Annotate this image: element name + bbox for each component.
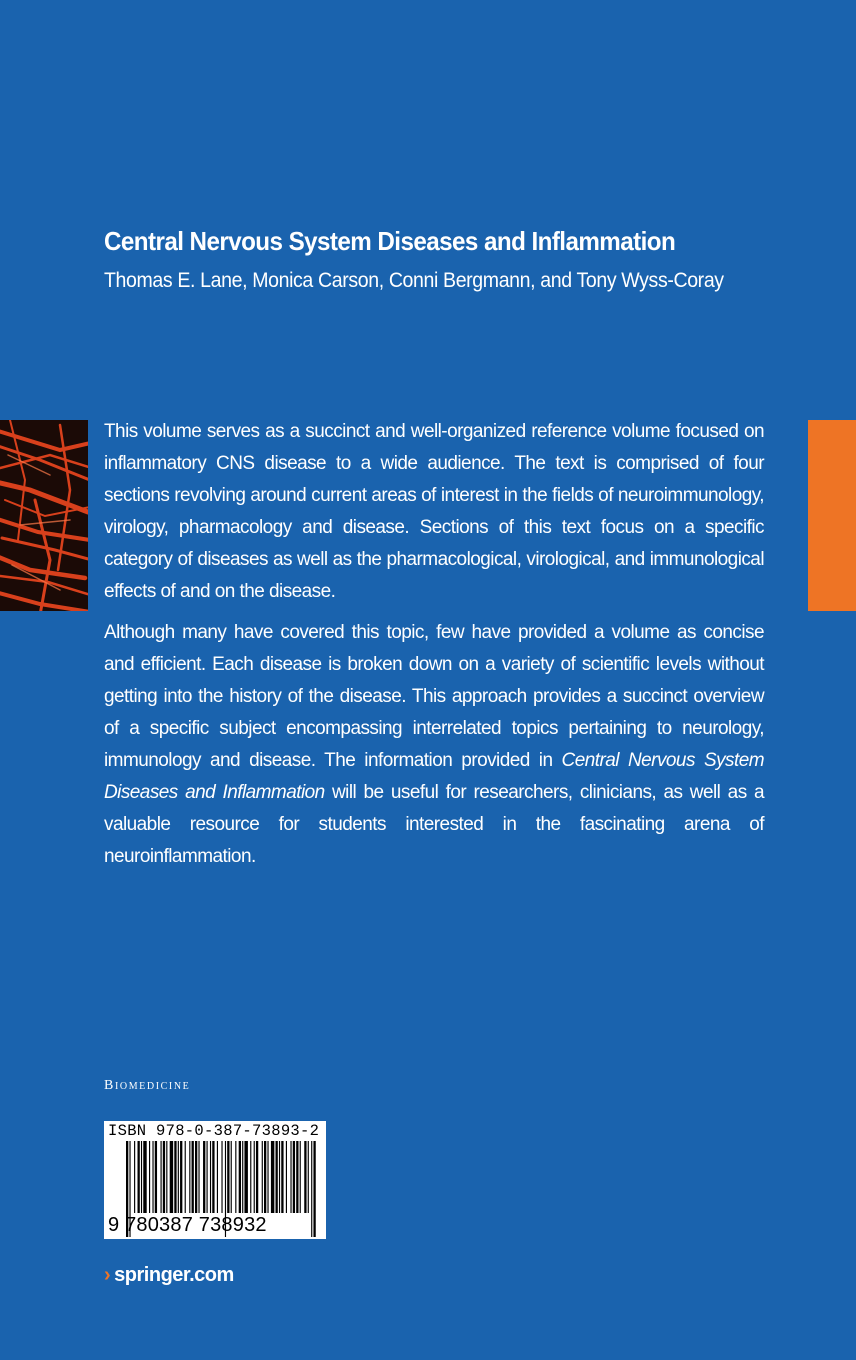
barcode-bar	[155, 1141, 157, 1213]
barcode-bar	[286, 1141, 287, 1213]
barcode-bar	[296, 1141, 298, 1213]
description-paragraph-1: This volume serves as a succinct and well-organized reference volume focused on inflammatory CNS disease to a wide audience. The text is comprised of four sections revolving around current areas of interest in the fields of neuroimmunology, virology, pharmacology and disease. Sections of this text focus on a specific category of diseases as well as the pharmacological, virological, and immunological effects of and on the disease.	[104, 421, 764, 602]
barcode-bar	[152, 1141, 153, 1213]
barcode-bar	[256, 1141, 258, 1213]
publisher-link[interactable]	[104, 1264, 234, 1287]
barcode-bar	[221, 1141, 222, 1213]
barcode-bar	[242, 1141, 243, 1213]
barcode-bar	[308, 1141, 309, 1213]
barcode-bar	[189, 1141, 190, 1213]
isbn-barcode	[104, 1121, 326, 1239]
barcode-bar	[264, 1141, 266, 1213]
barcode-bar	[163, 1141, 165, 1213]
book-title-italic: Central Nervous System Diseases and Inflammation	[104, 750, 764, 803]
barcode-bar	[212, 1141, 214, 1213]
book-title: Central Nervous System Diseases and Inflammation	[104, 226, 676, 256]
barcode-bar	[279, 1141, 280, 1213]
barcode-bar	[185, 1141, 186, 1213]
micrograph-fibers	[0, 420, 88, 611]
barcode-bar	[244, 1141, 247, 1213]
barcode-bar	[250, 1141, 251, 1213]
barcode-bar	[198, 1141, 199, 1213]
accent-color-tab	[808, 420, 856, 611]
description-paragraph-2: Although many have covered this topic, few have provided a volume as concise and efficient. Each disease is broken down on a variety of scientific levels without getting into the history of the disease. This approach provides a succinct overview of a specific subject encompassing interrelated topics pertaining to neurology, immunology and disease. The information provided in Central Nervous System Diseases and Inflammation will be useful for researchers, clinicians, as well as a valuable resource for students interested in the fascinating arena of neuroinflammation.	[104, 622, 764, 867]
book-authors: Thomas E. Lane, Monica Carson, Conni Bergmann, and Tony Wyss-Coray	[104, 269, 724, 292]
barcode-bar	[192, 1141, 194, 1213]
barcode-bar	[231, 1141, 232, 1213]
barcode-bar	[203, 1141, 205, 1213]
barcode-bar	[141, 1141, 142, 1213]
barcode-bar	[281, 1141, 283, 1213]
barcode-bar	[178, 1141, 179, 1213]
ean-number: 9 780387 738932	[108, 1214, 267, 1236]
barcode-bar	[207, 1141, 208, 1213]
chevron-right-icon: ›	[104, 1264, 111, 1286]
isbn-number: ISBN 978-0-387-73893-2	[108, 1122, 320, 1140]
barcode-bar	[271, 1141, 274, 1213]
barcode-bar	[166, 1141, 167, 1213]
barcode-bar	[180, 1141, 182, 1213]
barcode-bar	[134, 1141, 135, 1213]
micrograph-image	[0, 420, 88, 611]
barcode-bar	[210, 1141, 211, 1213]
barcode-bar	[262, 1141, 263, 1213]
barcode-bar	[304, 1141, 306, 1213]
barcode-bar	[217, 1141, 218, 1213]
publisher-link-text: springer.com	[114, 1264, 234, 1286]
series-label: Biomedicine	[104, 1078, 191, 1093]
barcode-bar	[300, 1141, 301, 1213]
barcode-bar	[239, 1141, 241, 1213]
barcode-bar	[161, 1141, 162, 1213]
barcode-bar	[170, 1141, 173, 1213]
barcode-bar	[254, 1141, 255, 1213]
barcode-bar	[143, 1141, 146, 1213]
barcode-bar	[267, 1141, 268, 1213]
barcode-bar	[195, 1141, 197, 1213]
barcode-bar	[149, 1141, 150, 1213]
barcode-bar	[293, 1141, 295, 1213]
barcode-bar	[227, 1141, 229, 1213]
barcode-bar	[276, 1141, 278, 1213]
barcode-bar	[290, 1141, 291, 1213]
barcode-bar	[138, 1141, 140, 1213]
barcode-bar	[174, 1141, 176, 1213]
description-text	[104, 416, 764, 882]
barcode-bar	[235, 1141, 236, 1213]
